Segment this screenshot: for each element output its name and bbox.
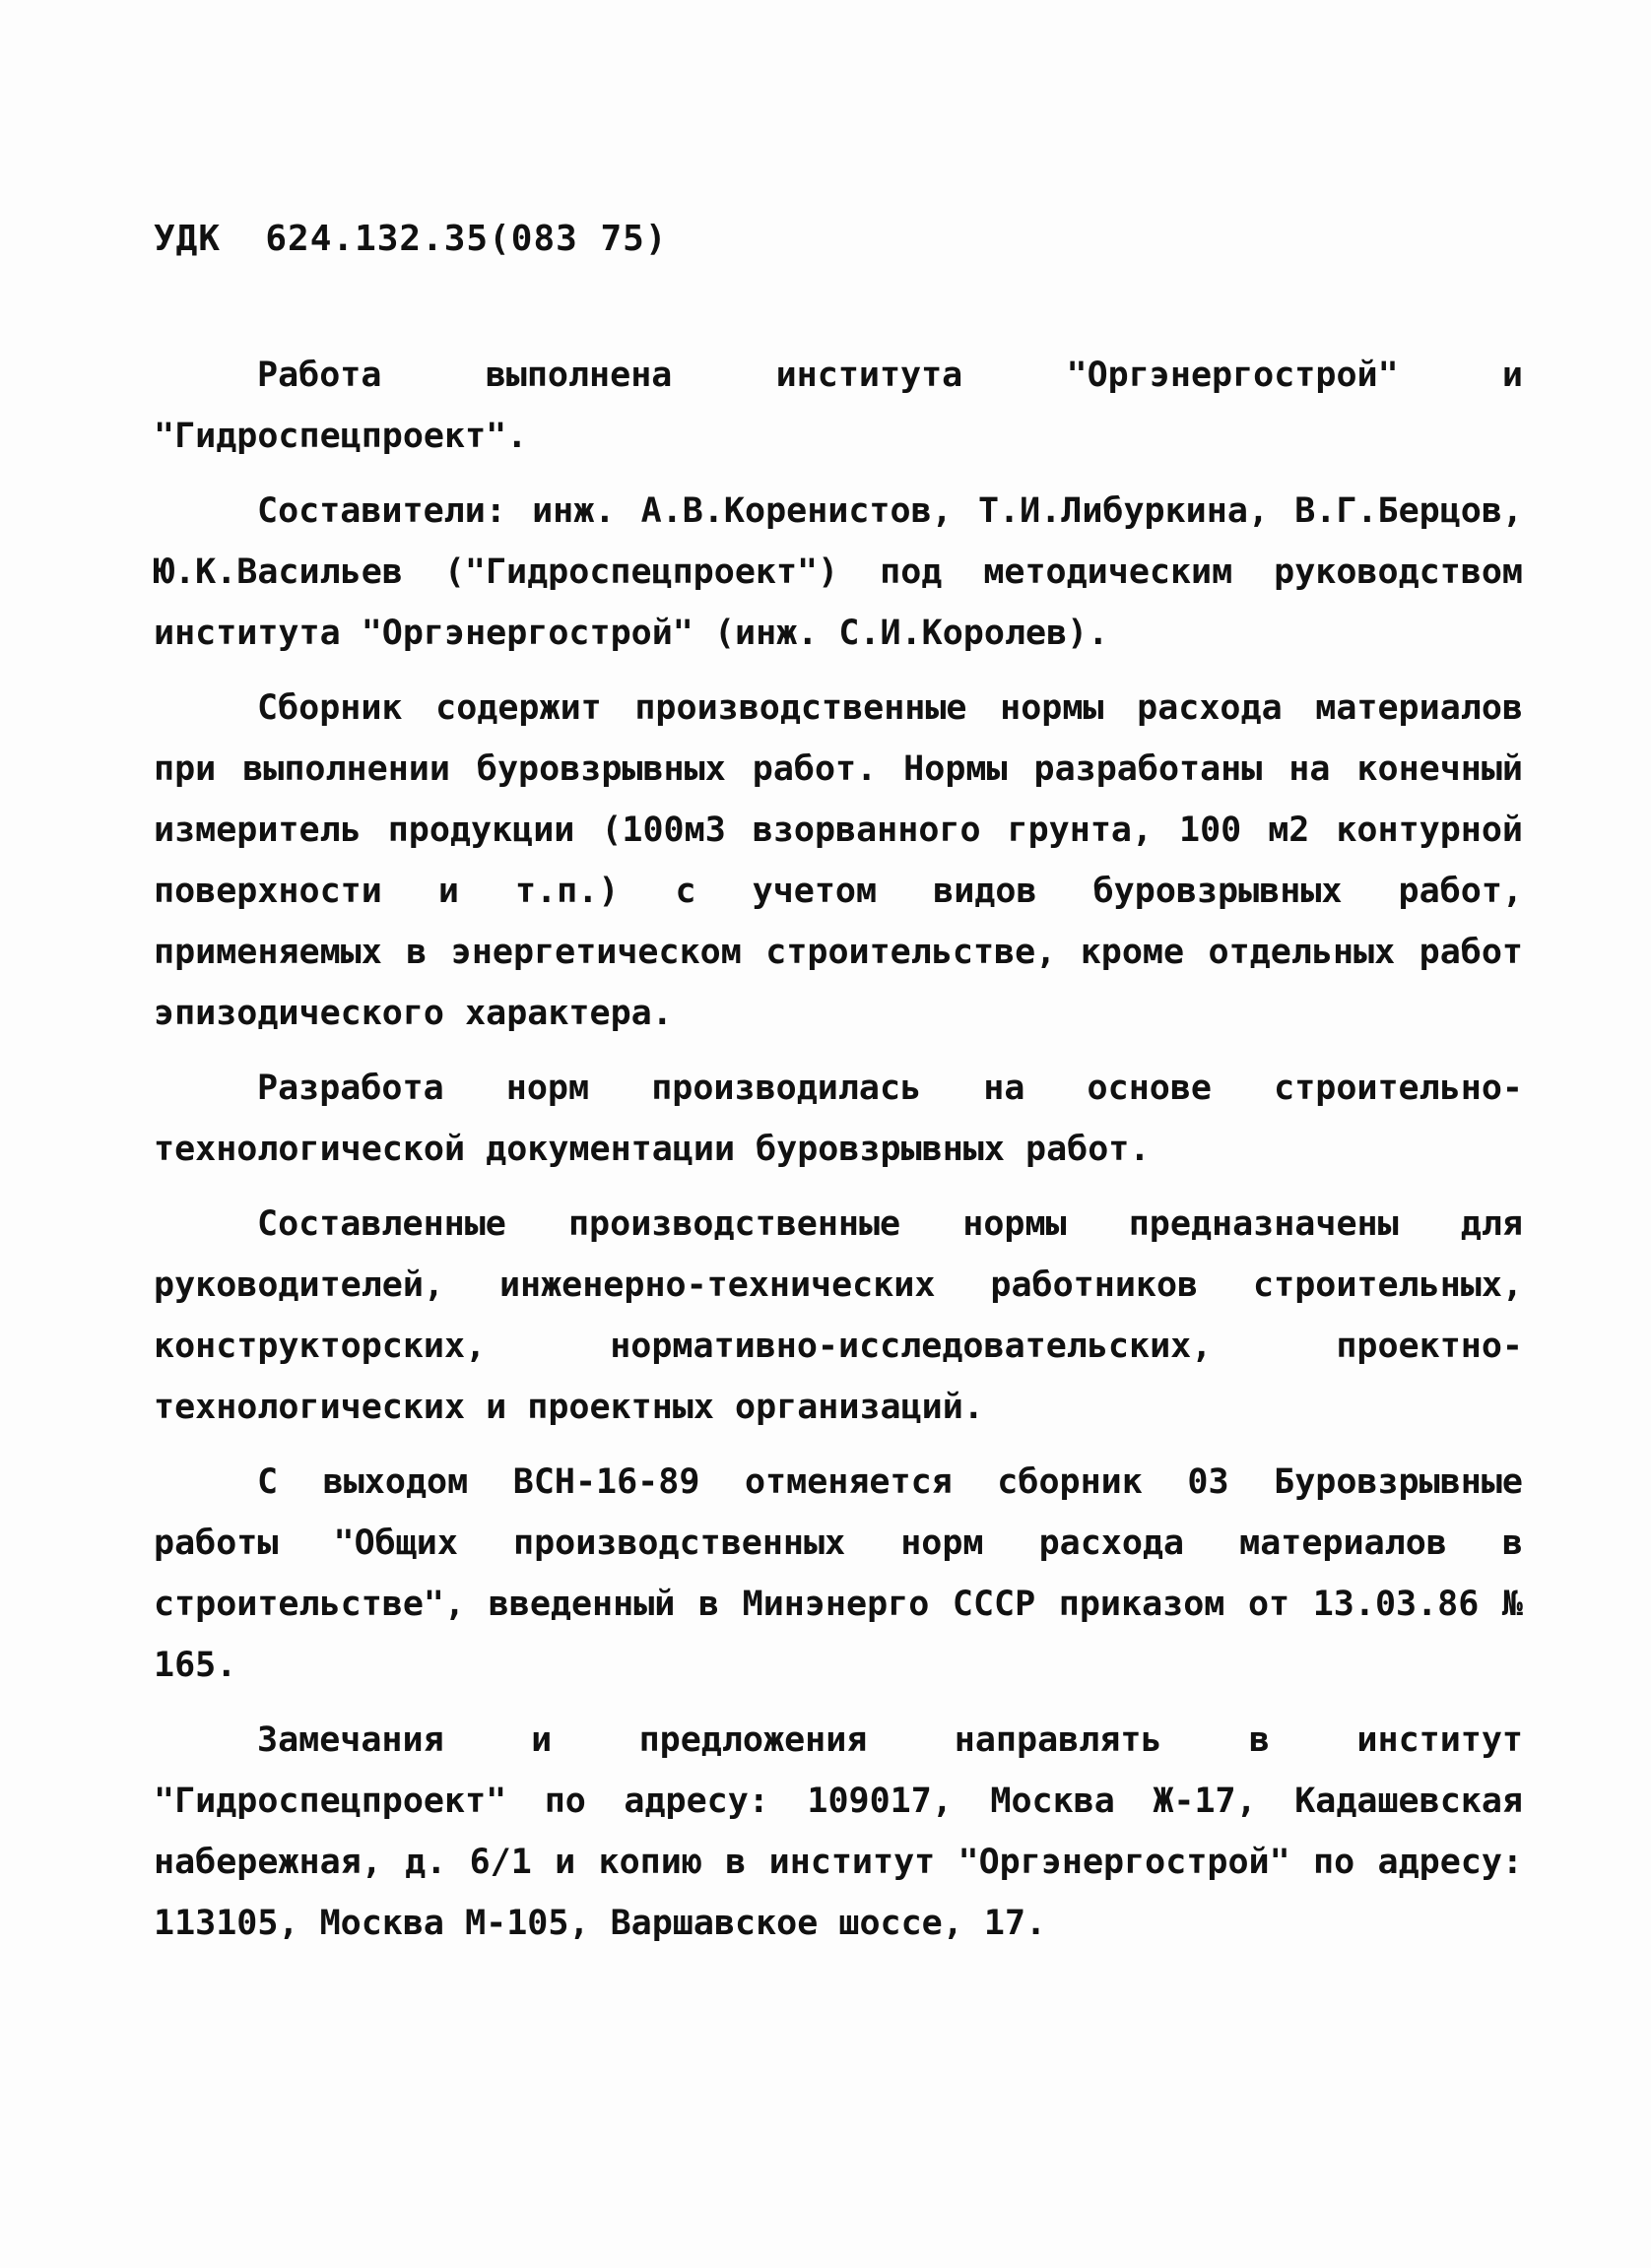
paragraph-contact-addresses: Замечания и предложения направлять в институт "Гидроспецпроект" по адресу: 109017, Москва Ж-17, Кадашевская набережная, д. 6/1 и копию в институт "Оргэнергострой" по адресу: 113105, Москва М-105, Варшавское шоссе, 17. — [154, 1720, 1523, 1943]
paragraph-compilers: Составители: инж. А.В.Коренистов, Т.И.Либуркина, В.Г.Берцов, Ю.К.Васильев ("Гидроспецпроект") под методическим руководством института "Оргэнергострой" (инж. С.И.Королев). — [154, 491, 1523, 653]
body-text — [154, 345, 1523, 1968]
paragraph-audience: Составленные производственные нормы предназначены для руководителей, инженерно-технических работников строительных, конструкторских, нормативно-исследовательских, проектно-технологических и проектных организаций. — [154, 1204, 1523, 1427]
udk-code: УДК 624.132.35(083 75) — [154, 219, 668, 259]
paragraph-supersedes: С выходом ВСН-16-89 отменяется сборник 03 Буровзрывные работы "Общих производственных норм расхода материалов в строительстве", введенный в Минэнерго СССР приказом от 13.03.86 № 165. — [154, 1462, 1523, 1685]
paragraph-authorship: Работа выполнена института "Оргэнергострой" и "Гидроспецпроект". — [154, 356, 1523, 456]
paragraph-contents: Сборник содержит производственные нормы расхода материалов при выполнении буровзрывных работ. Нормы разработаны на конечный измеритель продукции (100м3 взорванного грунта, 100 м2 контурной поверхности и т.п.) с учетом видов буровзрывных работ, применяемых в энергетическом строительстве, кроме отдельных работ эпизодического характера. — [154, 688, 1523, 1033]
paragraph-development-basis: Разработа норм производилась на основе строительно-технологической документации буровзрывных работ. — [154, 1069, 1523, 1169]
